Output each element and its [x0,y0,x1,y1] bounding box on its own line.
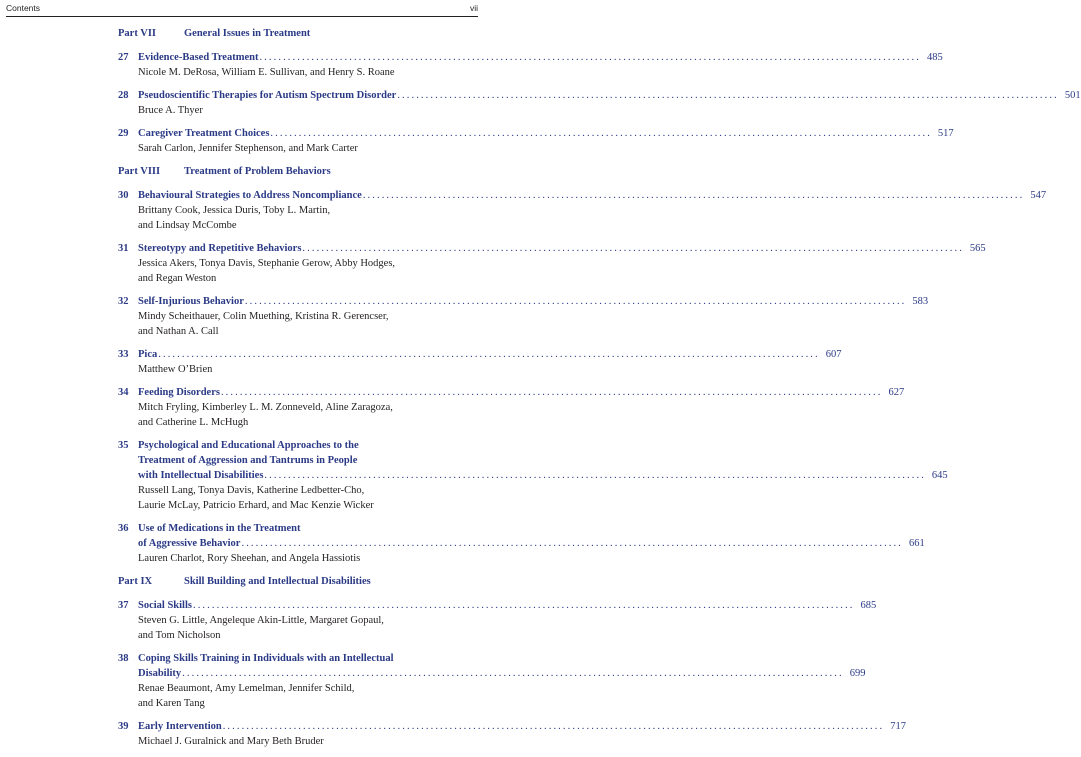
chapter-authors: Matthew O’Brien [138,364,213,375]
chapter-authors: Mindy Scheithauer, Colin Muething, Kristina R. Gerencser, [138,311,389,322]
chapter-title-text: Behavioural Strategies to Address Noncompliance [138,190,362,201]
chapter-authors: Russell Lang, Tonya Davis, Katherine Ledbetter-Cho, [138,485,365,496]
chapter-authors: and Regan Weston [138,273,217,284]
chapter-authors: Laurie McLay, Patricio Erhard, and Mac Kenzie Wicker [138,500,374,511]
chapter-title-line [138,453,478,468]
chapter-entry[interactable] [118,719,906,749]
chapter-entry[interactable] [118,521,925,566]
chapter-title-line[interactable] [138,347,842,362]
chapter-title-line[interactable] [138,126,954,141]
chapter-authors: and Lindsay McCombe [138,220,237,231]
chapter-title-text: Self-Injurious Behavior [138,296,244,307]
dot-leader: ............................................................................................................................................ [362,190,1025,201]
chapter-number: 27 [118,52,129,63]
chapter-entry[interactable] [118,651,866,711]
dot-leader: ............................................................................................................................................ [264,470,926,481]
running-header-title: Contents [6,3,41,13]
chapter-entry[interactable] [118,598,877,643]
chapter-number: 31 [118,243,129,254]
chapter-page-number: 607 [825,349,842,360]
chapter-page-number: 685 [860,600,877,611]
chapter-title-text: Stereotypy and Repetitive Behaviors [138,243,302,254]
chapter-entry[interactable] [118,294,929,339]
chapter-title-text: Treatment of Aggression and Tantrums in People [138,455,358,466]
chapter-number: 30 [118,190,129,201]
chapter-number: 32 [118,296,129,307]
chapter-number: 34 [118,387,129,398]
chapter-number: 29 [118,128,129,139]
part-number: Part IX [118,576,153,587]
chapter-page-number: 717 [890,721,906,732]
chapter-title-line[interactable] [138,598,877,613]
chapter-title-line[interactable] [138,468,948,483]
chapter-entry[interactable] [118,126,954,156]
chapter-entry[interactable] [118,188,1047,233]
dot-leader: ............................................................................................................................................ [244,296,907,307]
chapter-page-number: 517 [937,128,954,139]
chapter-title-line[interactable] [138,88,1081,103]
chapter-page-number: 547 [1030,190,1047,201]
chapter-title-line[interactable] [138,666,866,681]
dot-leader: ............................................................................................................................................ [302,243,964,254]
chapter-title-text: Feeding Disorders [138,387,220,398]
chapter-page-number: 485 [926,52,943,63]
chapter-page-number: 565 [969,243,986,254]
chapter-authors: Renae Beaumont, Amy Lemelman, Jennifer Schild, [138,683,355,694]
chapter-title-line[interactable] [138,294,929,309]
part-heading [118,164,478,180]
chapter-title-text: Evidence-Based Treatment [138,52,259,63]
dot-leader: ............................................................................................................................................ [270,128,932,139]
part-heading [118,26,478,42]
chapter-title-text: Use of Medications in the Treatment [138,523,301,534]
chapter-authors: and Karen Tang [138,698,205,709]
table-of-contents [118,26,1081,757]
chapter-number: 38 [118,653,129,664]
chapter-number: 28 [118,90,129,101]
part-title: Skill Building and Intellectual Disabilities [184,576,371,587]
dot-leader: ............................................................................................................................................ [220,387,883,398]
chapter-title-line[interactable] [138,385,905,400]
chapter-page-number: 661 [908,538,925,549]
chapter-page-number: 699 [849,668,866,679]
dot-leader: ............................................................................................................................................ [222,721,885,732]
running-header [6,2,478,17]
chapter-authors: Brittany Cook, Jessica Duris, Toby L. Martin, [138,205,331,216]
chapter-authors: and Catherine L. McHugh [138,417,249,428]
chapter-page-number: 501 [1064,90,1081,101]
dot-leader: ............................................................................................................................................ [241,538,903,549]
part-heading [118,574,478,590]
chapter-title-text: with Intellectual Disabilities [138,470,264,481]
chapter-title-line [138,521,478,536]
chapter-authors: Nicole M. DeRosa, William E. Sullivan, and Henry S. Roane [138,67,395,78]
chapter-number: 33 [118,349,129,360]
part-title: Treatment of Problem Behaviors [184,166,331,177]
part-number: Part VII [118,28,157,39]
chapter-entry[interactable] [118,50,943,80]
chapter-page-number: 627 [888,387,905,398]
chapter-authors: Sarah Carlon, Jennifer Stephenson, and Mark Carter [138,143,358,154]
chapter-authors: Michael J. Guralnick and Mary Beth Bruder [138,736,324,747]
chapter-title-text: Caregiver Treatment Choices [138,128,270,139]
dot-leader: ............................................................................................................................................ [397,90,1059,101]
chapter-title-text: Early Intervention [138,721,222,732]
chapter-title-line [138,651,478,666]
dot-leader: ............................................................................................................................................ [259,52,921,63]
dot-leader: ............................................................................................................................................ [192,600,855,611]
chapter-title-text: Pseudoscientific Therapies for Autism Spectrum Disorder [138,90,397,101]
chapter-title-text: Disability [138,668,182,679]
chapter-title-line[interactable] [138,188,1047,203]
page-number: vii [469,3,478,13]
chapter-title-line[interactable] [138,241,986,256]
chapter-page-number: 645 [931,470,948,481]
chapter-authors: Steven G. Little, Angeleque Akin-Little, Margaret Gopaul, [138,615,384,626]
chapter-number: 37 [118,600,129,611]
chapter-page-number: 583 [912,296,929,307]
part-title: General Issues in Treatment [184,28,311,39]
chapter-title-text: Social Skills [138,600,192,611]
dot-leader: ............................................................................................................................................ [182,668,844,679]
chapter-entry[interactable] [118,88,1081,118]
chapter-title-line[interactable] [138,719,906,734]
chapter-title-line[interactable] [138,536,925,551]
chapter-entry[interactable] [118,438,948,513]
chapter-authors: and Nathan A. Call [138,326,219,337]
chapter-title-line[interactable] [138,50,943,65]
chapter-entry[interactable] [118,347,842,377]
chapter-authors: Bruce A. Thyer [138,105,203,116]
chapter-title-text: of Aggressive Behavior [138,538,241,549]
part-number: Part VIII [118,166,161,177]
dot-leader: ............................................................................................................................................ [158,349,820,360]
chapter-number: 35 [118,440,129,451]
chapter-entry[interactable] [118,385,905,430]
chapter-title-line [138,438,478,453]
chapter-authors: Lauren Charlot, Rory Sheehan, and Angela Hassiotis [138,553,361,564]
chapter-authors: Mitch Fryling, Kimberley L. M. Zonneveld, Aline Zaragoza, [138,402,393,413]
chapter-title-text: Pica [138,349,158,360]
chapter-entry[interactable] [118,241,986,286]
chapter-number: 39 [118,721,129,732]
chapter-title-text: Coping Skills Training in Individuals with an Intellectual [138,653,394,664]
chapter-title-text: Psychological and Educational Approaches to the [138,440,359,451]
chapter-authors: and Tom Nicholson [138,630,221,641]
chapter-number: 36 [118,523,129,534]
chapter-authors: Jessica Akers, Tonya Davis, Stephanie Gerow, Abby Hodges, [138,258,396,269]
